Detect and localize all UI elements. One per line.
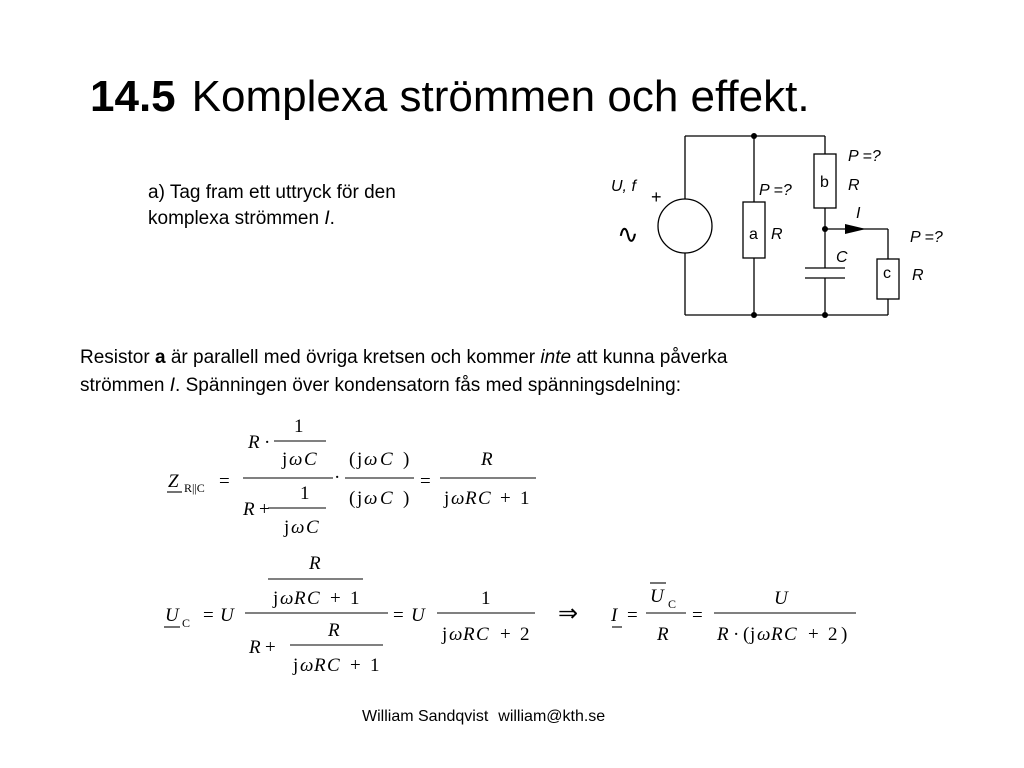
eq1-den-plus: + bbox=[259, 499, 270, 520]
eq3-d2-j: j bbox=[750, 624, 756, 645]
eq3-d2-R2: R bbox=[771, 624, 783, 645]
eq1-d3-omega: ω bbox=[451, 488, 465, 509]
eq3-d-R: R bbox=[657, 624, 669, 645]
eq2-dd-j: j bbox=[293, 655, 299, 676]
eq1-den-one: 1 bbox=[300, 483, 310, 504]
eq3-n-U: U bbox=[650, 586, 664, 607]
eq2-nd-C: C bbox=[307, 588, 320, 609]
body-l2-a: strömmen bbox=[80, 375, 170, 396]
eq3-d2-R: R bbox=[717, 624, 729, 645]
implies-arrow: ⇒ bbox=[558, 601, 579, 627]
eq3-n-sub: C bbox=[668, 597, 677, 611]
body-l1-b: är parallell med övriga kretsen och kommer bbox=[165, 347, 541, 368]
task-line-2 bbox=[148, 206, 396, 232]
eq1-eq1: = bbox=[219, 471, 230, 492]
eq2-U3: U bbox=[411, 605, 425, 626]
eq2-eq1: = bbox=[203, 605, 214, 626]
eq2-dd-plus: + bbox=[350, 655, 361, 676]
eq2-dd-omega: ω bbox=[300, 655, 314, 676]
eq1-n2-omega: ω bbox=[364, 449, 378, 470]
eq1-d2-C: C bbox=[380, 488, 393, 509]
eq2-dd-R: R bbox=[314, 655, 326, 676]
section-number: 14.5 bbox=[90, 72, 176, 121]
task-line-1: a) Tag fram ett uttryck för den bbox=[148, 182, 396, 203]
current-label: I bbox=[856, 205, 861, 222]
resistor-c-R: R bbox=[912, 267, 924, 284]
eq1-n3-R: R bbox=[481, 449, 493, 470]
eq2-nn-R: R bbox=[309, 553, 321, 574]
eq2-U-sub: C bbox=[182, 616, 191, 630]
eq1-Z-sub: R||C bbox=[184, 481, 205, 495]
task-text bbox=[148, 180, 396, 232]
resistor-b-R: R bbox=[848, 177, 860, 194]
task-current-var: I bbox=[324, 208, 330, 229]
eq1-n2-j: j bbox=[357, 449, 363, 470]
eq2-nd-j: j bbox=[273, 588, 279, 609]
eq1-d2-lp: ( bbox=[349, 488, 356, 509]
eq3-d2-omega: ω bbox=[757, 624, 771, 645]
eq2-nd-R: R bbox=[294, 588, 306, 609]
resistor-b-power: P =? bbox=[848, 148, 881, 165]
eq3-eq1: = bbox=[627, 605, 638, 626]
eq1-d3-C: C bbox=[478, 488, 491, 509]
eq1-den-omega: ω bbox=[291, 517, 305, 538]
eq1-n2-lp: ( bbox=[349, 449, 356, 470]
resistor-a-R: R bbox=[771, 226, 783, 243]
eq1-cdot: · bbox=[334, 467, 341, 488]
eq2-dn-R: R bbox=[328, 620, 340, 641]
body-l1-italic: inte bbox=[540, 347, 572, 368]
ac-symbol: ∿ bbox=[617, 219, 639, 249]
eq1-eq2: = bbox=[420, 471, 431, 492]
eq2-rd-plus: + bbox=[500, 624, 511, 645]
eq1-num-R: R bbox=[248, 432, 260, 453]
task-period: . bbox=[329, 208, 335, 229]
resistor-c-label: c bbox=[883, 265, 891, 282]
eq1-den-j: j bbox=[284, 517, 290, 538]
eq1-den-C: C bbox=[306, 517, 319, 538]
eq2-eq2: = bbox=[393, 605, 404, 626]
author-email: william@kth.se bbox=[498, 708, 606, 725]
body-l1-a: Resistor bbox=[80, 347, 155, 368]
footer bbox=[362, 708, 605, 726]
eq1-d3-j: j bbox=[444, 488, 450, 509]
eq1-num-j: j bbox=[282, 449, 288, 470]
eq3-eq2: = bbox=[692, 605, 703, 626]
eq1-num-cdot: · bbox=[264, 432, 271, 453]
body-l1-c: att kunna påverka bbox=[571, 347, 728, 368]
task-line-2-text: komplexa strömmen bbox=[148, 208, 325, 229]
eq3-d2-plus: + bbox=[808, 624, 819, 645]
eq1-d3-one: 1 bbox=[520, 488, 530, 509]
eq1-den-R: R bbox=[243, 499, 255, 520]
eq2-nd-omega: ω bbox=[280, 588, 294, 609]
eq2-rd-C: C bbox=[476, 624, 489, 645]
resistor-a-label: a bbox=[749, 226, 758, 243]
body-l1-bold: a bbox=[154, 347, 166, 368]
slide-title bbox=[90, 72, 810, 122]
resistor-a-power: P =? bbox=[759, 182, 792, 199]
eq3-I: I bbox=[611, 605, 618, 626]
eq1-d2-omega: ω bbox=[364, 488, 378, 509]
eq1-d3-R: R bbox=[465, 488, 477, 509]
eq1-num-one: 1 bbox=[294, 416, 304, 437]
eq1-n2-rp: ) bbox=[403, 449, 410, 470]
resistor-b-label: b bbox=[820, 174, 829, 191]
eq2-nd-plus: + bbox=[330, 588, 341, 609]
eq1-n2-C: C bbox=[380, 449, 393, 470]
eq3-d2-lp: ( bbox=[743, 624, 750, 645]
body-l2-b: . Spänningen över kondensatorn fås med spänningsdelning: bbox=[175, 375, 681, 396]
body-line-2 bbox=[80, 372, 727, 400]
resistor-c-power: P =? bbox=[910, 229, 943, 246]
eq3-d2-C: C bbox=[784, 624, 797, 645]
capacitor-label: C bbox=[836, 249, 848, 266]
eq1-d3-plus: + bbox=[500, 488, 511, 509]
eq2-rd-R: R bbox=[463, 624, 475, 645]
eq2-dR: R bbox=[249, 637, 261, 658]
eq2-rd-j: j bbox=[442, 624, 448, 645]
body-text bbox=[80, 344, 727, 400]
eq1-num-omega: ω bbox=[289, 449, 303, 470]
eq2-rd-omega: ω bbox=[449, 624, 463, 645]
eq2-dplus: + bbox=[265, 637, 276, 658]
source-plus: + bbox=[651, 187, 662, 207]
eq1-d2-j: j bbox=[357, 488, 363, 509]
equations bbox=[150, 405, 870, 690]
eq3-n2-U: U bbox=[774, 588, 788, 609]
eq3-d2-cdot: · bbox=[733, 624, 740, 645]
eq3-d2-two: 2 bbox=[828, 624, 838, 645]
eq1-Z: Z bbox=[168, 471, 179, 492]
eq2-nd-one: 1 bbox=[350, 588, 360, 609]
eq2-rn-one: 1 bbox=[481, 588, 491, 609]
eq2-dd-one: 1 bbox=[370, 655, 380, 676]
title-text: Komplexa strömmen och effekt. bbox=[191, 72, 810, 121]
body-l2-italic: I bbox=[169, 375, 176, 396]
eq2-rd-two: 2 bbox=[520, 624, 530, 645]
source-label: U, f bbox=[611, 178, 636, 195]
body-line-1 bbox=[80, 344, 727, 372]
eq2-U: U bbox=[165, 605, 179, 626]
eq1-num-C: C bbox=[304, 449, 317, 470]
eq2-U2: U bbox=[220, 605, 234, 626]
eq1-d2-rp: ) bbox=[403, 488, 410, 509]
eq3-d2-rp: ) bbox=[841, 624, 848, 645]
eq2-dd-C: C bbox=[327, 655, 340, 676]
circuit-diagram bbox=[600, 125, 960, 325]
author-name: William Sandqvist bbox=[362, 708, 489, 725]
